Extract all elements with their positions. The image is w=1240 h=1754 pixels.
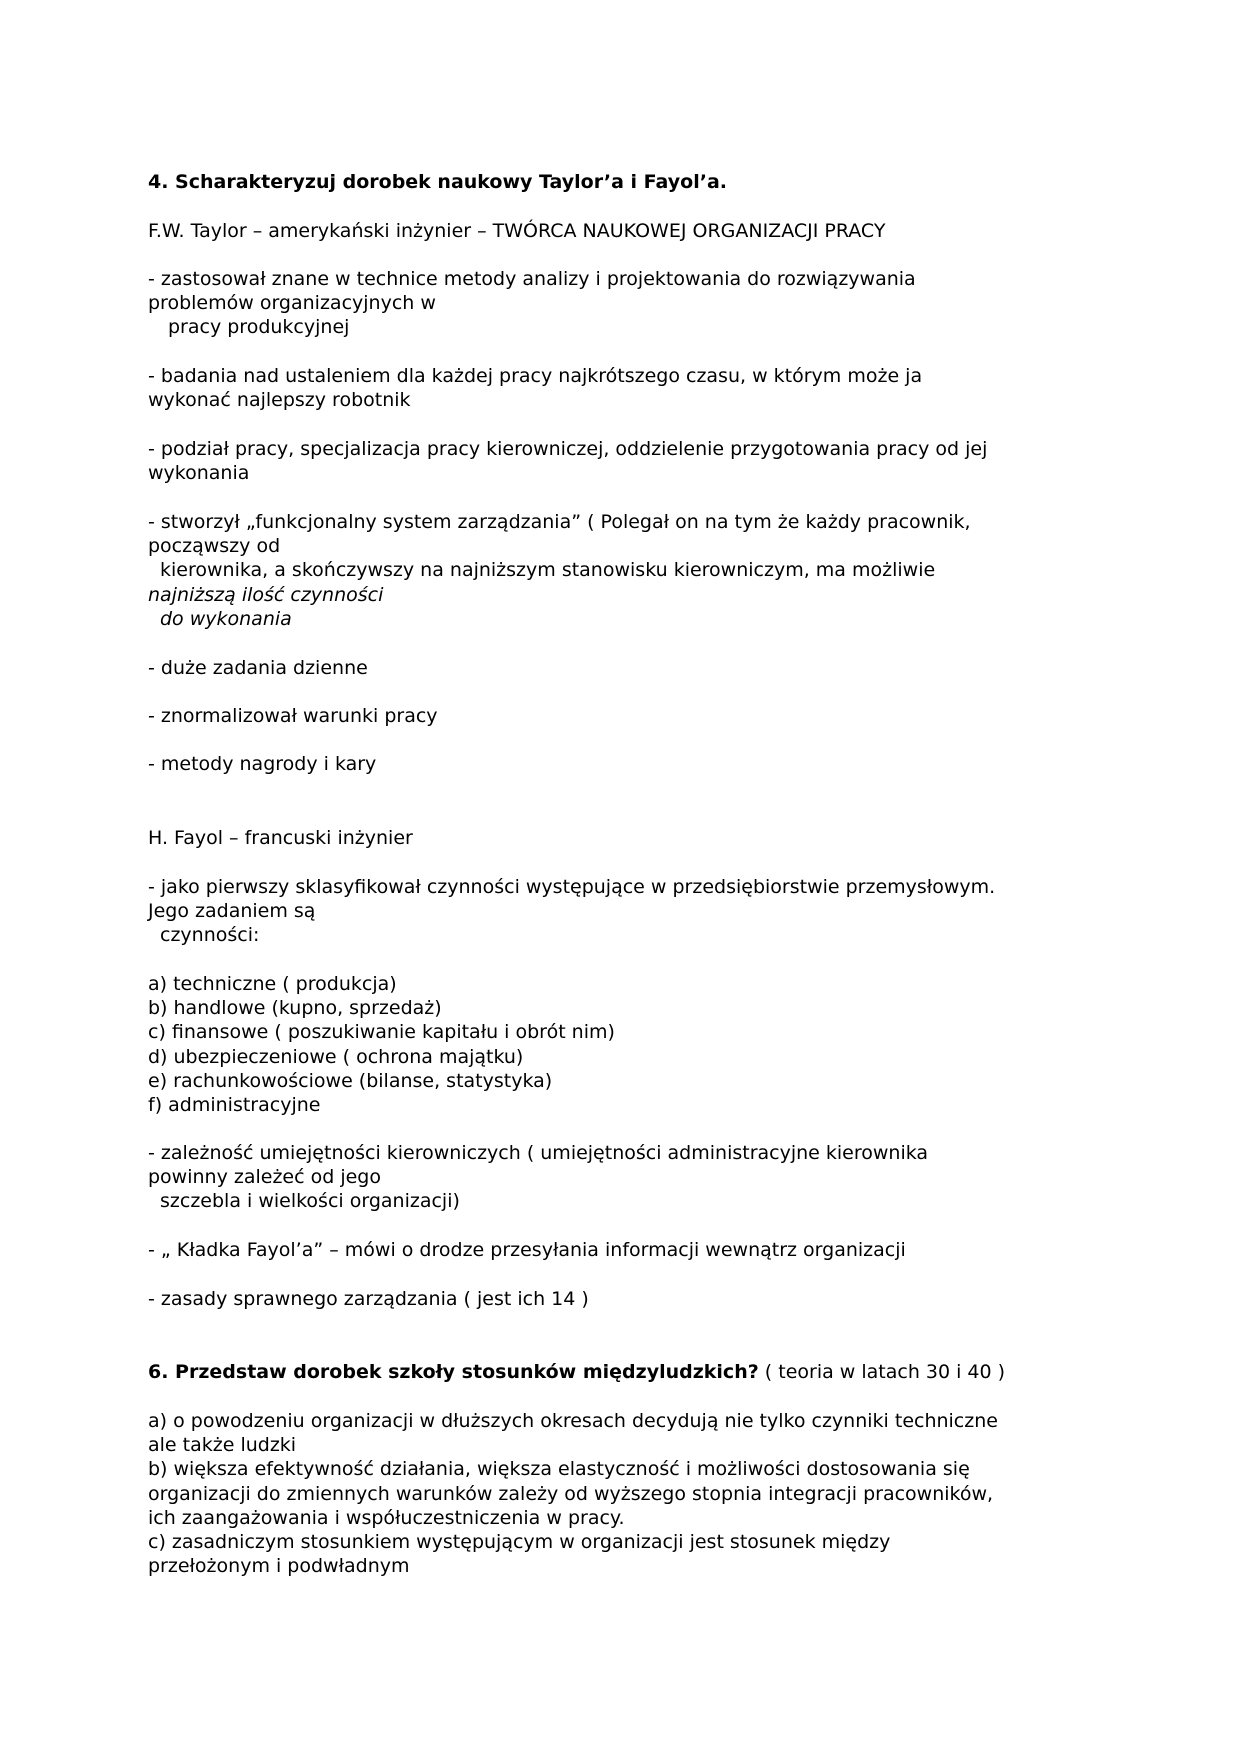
text-line: b) większa efektywność działania, większa elastyczność i możliwości dostosowania się	[148, 1458, 970, 1481]
list-item: a) techniczne ( produkcja)	[148, 973, 397, 995]
taylor-item-2	[148, 364, 1098, 412]
taylor-intro: F.W. Taylor – amerykański inżynier – TWÓRCA NAUKOWEJ ORGANIZACJI PRACY	[148, 220, 886, 242]
text-line: powinny zależeć od jego	[148, 1166, 381, 1189]
taylor-item-6: - znormalizował warunki pracy	[148, 705, 438, 727]
text-line: ich zaangażowania i współuczestniczenia w pracy.	[148, 1506, 625, 1529]
text-line: Jego zadaniem są	[148, 900, 316, 923]
fayol-item-3: - „ Kładka Fayol’a” – mówi o drodze przesyłania informacji wewnątrz organizacji	[148, 1239, 906, 1261]
section-6-title: 6. Przedstaw dorobek szkoły stosunków międzyludzkich?	[148, 1361, 759, 1383]
taylor-item-4	[148, 510, 1098, 631]
text-line: organizacji do zmiennych warunków zależy od wyższego stopnia integracji pracowników,	[148, 1482, 994, 1505]
section-6-heading	[148, 1360, 1098, 1384]
text-line: czynności:	[160, 924, 260, 947]
list-item: b) handlowe (kupno, sprzedaż)	[148, 997, 442, 1020]
list-item: d) ubezpieczeniowe ( ochrona majątku)	[148, 1045, 524, 1068]
list-item: c) finansowe ( poszukiwanie kapitału i obrót nim)	[148, 1021, 615, 1044]
text-line: kierownika, a skończywszy na najniższym stanowisku kierowniczym, ma możliwie	[160, 559, 936, 582]
text-line: c) zasadniczym stosunkiem występującym w organizacji jest stosunek między	[148, 1531, 891, 1554]
text-line: - jako pierwszy sklasyfikował czynności występujące w przedsiębiorstwie przemysłowym.	[148, 876, 996, 898]
text-line: - zależność umiejętności kierowniczych ( umiejętności administracyjne kierownika	[148, 1142, 929, 1164]
text-line: przełożonym i podwładnym	[148, 1555, 410, 1578]
taylor-item-7: - metody nagrody i kary	[148, 753, 377, 775]
section-4-heading: 4. Scharakteryzuj dorobek naukowy Taylor’a i Fayol’a.	[148, 171, 727, 193]
text-line-italic: najniższą ilość czynności	[148, 583, 384, 606]
text-line: a) o powodzeniu organizacji w dłuższych okresach decydują nie tylko czynniki techniczne	[148, 1410, 998, 1432]
fayol-item-4: - zasady sprawnego zarządzania ( jest ich 14 )	[148, 1288, 589, 1310]
list-item: f) administracyjne	[148, 1094, 321, 1117]
fayol-item-2	[148, 1141, 1098, 1214]
text-line: problemów organizacyjnych w	[148, 292, 436, 315]
taylor-item-1	[148, 267, 1098, 340]
taylor-item-3	[148, 437, 1098, 485]
text-line: - stworzył „funkcjonalny system zarządzania” ( Polegał on na tym że każdy pracownik,	[148, 511, 971, 533]
fayol-activity-list	[148, 972, 1098, 1117]
text-line: pracy produkcyjnej	[168, 316, 350, 339]
text-line-italic: do wykonania	[160, 607, 292, 630]
fayol-intro: H. Fayol – francuski inżynier	[148, 827, 413, 849]
text-line: szczebla i wielkości organizacji)	[160, 1190, 460, 1213]
text-line: - badania nad ustaleniem dla każdej pracy najkrótszego czasu, w którym może ja	[148, 365, 923, 387]
taylor-item-5: - duże zadania dzienne	[148, 657, 368, 679]
text-line: wykonania	[148, 462, 250, 485]
section-6-body	[148, 1409, 1098, 1578]
text-line: ale także ludzki	[148, 1434, 297, 1457]
section-6-note: ( teoria w latach 30 i 40 )	[758, 1361, 1006, 1383]
list-item: e) rachunkowościowe (bilanse, statystyka)	[148, 1069, 553, 1092]
text-line: - zastosował znane w technice metody analizy i projektowania do rozwiązywania	[148, 268, 916, 290]
text-line: wykonać najlepszy robotnik	[148, 389, 411, 412]
text-line: począwszy od	[148, 535, 281, 558]
fayol-item-1	[148, 875, 1098, 948]
text-line: - podział pracy, specjalizacja pracy kierowniczej, oddzielenie przygotowania pracy od jej	[148, 438, 988, 460]
